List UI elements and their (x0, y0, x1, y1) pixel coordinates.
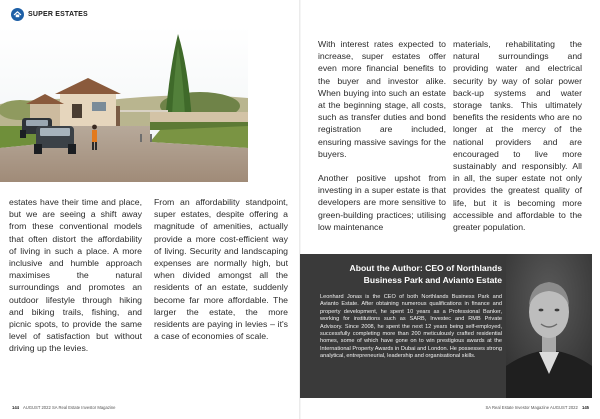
body-column-right-1 (318, 38, 446, 233)
page-number-right: 145 (582, 405, 589, 410)
section-label: SUPER ESTATES (28, 10, 88, 18)
footer-left (9, 405, 116, 410)
body-column-left-1 (9, 196, 142, 355)
body-paragraph: Another positive upshot from investing in a super estate is that developers are more sensitive to green-building practices; utilising low maintenance (318, 173, 446, 232)
body-paragraph: estates have their time and place, but we are seeing a shift away from these conventional models that often distort the affordability of living in such a place. A more inclusive and humble approach maximises the natural surroundings and promotes an outdoor lifestyle through hiking and biking trails, fishing, and picnic spots, to provide the same level of satisfaction but without driving up the levies. (9, 197, 142, 354)
author-box (300, 254, 592, 398)
section-header (11, 7, 88, 21)
footer-right (485, 405, 592, 410)
footer-right-text: SA Real Estate Investor Magazine AUGUST 2022 (485, 405, 578, 410)
author-portrait (506, 254, 592, 398)
body-paragraph: From an affordability standpoint, super estates, despite offering a magnitude of amenities, actually provide a more cost-efficient way of living. Security and landscaping expenses are normally high, but when divided amongst all the residents of an estate, suddenly become far more affordable. The larger the estate, the more residents are paying in levies – it's a case of economies of scale. (154, 197, 288, 342)
footer-left-text: AUGUST 2022 SA Real Estate Investor Magazine (22, 405, 116, 410)
body-paragraph: materials, rehabilitating the natural surroundings and providing water and electrical security by way of solar power back-up systems and water storage tanks. This ultimately benefits the residents who are no longer at the mercy of the national providers and are encouraged to live more sustainably and responsibly. All in all, the super estate not only provides the greatest quality of life, but it is becoming more accessible and affordable to the greater population. (453, 39, 582, 233)
author-box-title (308, 262, 502, 286)
author-bio: Leonhard Jonas is the CEO of both Northlands Business Park and Avianto Estate. After obtaining numerous qualifications in finance and property development, he spent 10 years as a Professional Banker, working for institutions such as SARB, Investec and RMB Private Advisory. Since 2008, he spent the next 12 years being self-employed, successfully completing more than 200 meticulously crafted residential homes, some of which have gone on to win prestigious awards at the International Property Awards in Dubai and London. He possesses strong analytical, entrepreneurial, leadership and organisational skills. (320, 294, 502, 360)
house-roof-icon (11, 8, 24, 21)
body-column-left-2 (154, 196, 288, 342)
author-title-line-1: About the Author: CEO of Northlands (349, 263, 502, 273)
author-title-line-2: Business Park and Avianto Estate (363, 275, 502, 285)
page-number-left: 144 (12, 405, 19, 410)
body-column-right-2 (453, 38, 582, 233)
estate-entrance-photo (0, 26, 248, 182)
body-paragraph: With interest rates expected to increase, super estates offer even more financial benefits to the buyer and investor alike. When buying into such an estate at the beginning stage, all costs, such as transfer duties and bond registration are included, ensuring massive savings for the buyers. (318, 39, 446, 159)
